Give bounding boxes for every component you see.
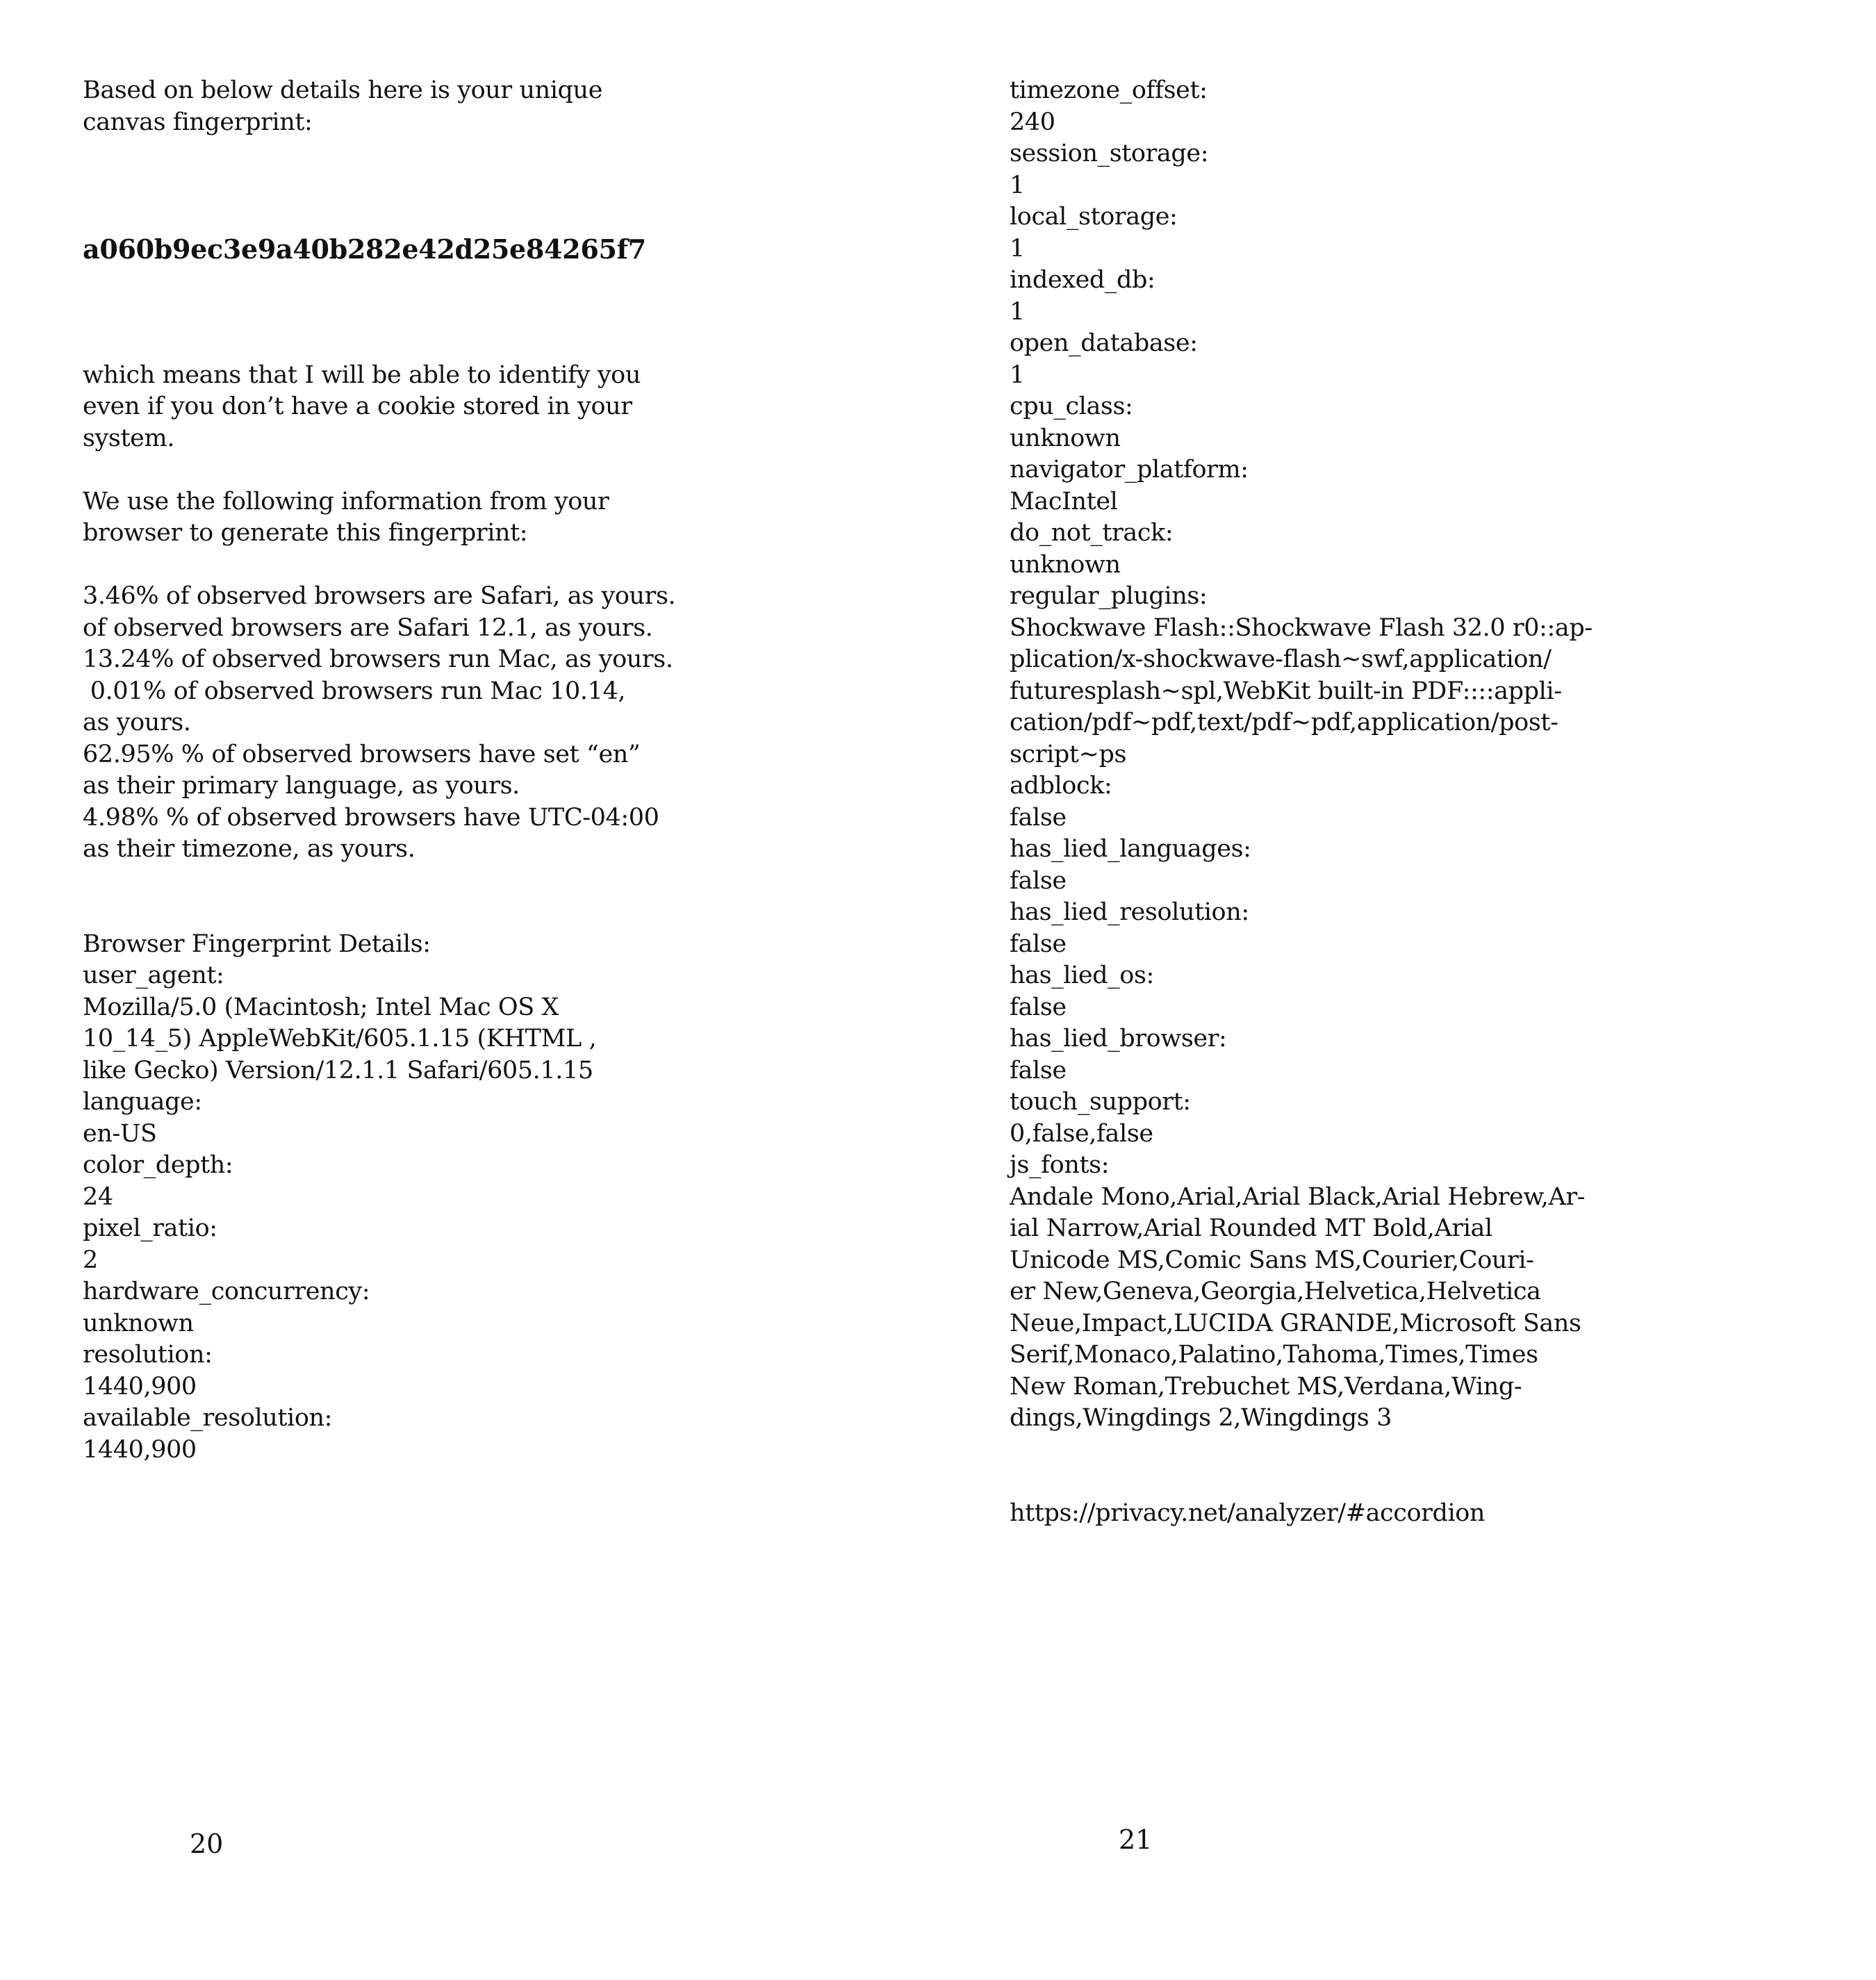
detail-line: false: [1010, 930, 1067, 958]
detail-line: 1: [1010, 234, 1025, 263]
detail-line: Unicode MS,Comic Sans MS,Courier,Couri-: [1010, 1246, 1534, 1274]
detail-line: false: [1010, 803, 1067, 832]
fingerprint-hash: a060b9ec3e9a40b282e42d25e84265f7: [83, 233, 646, 265]
intro-line: canvas fingerprint:: [83, 108, 313, 136]
detail-line: dings,Wingdings 2,Wingdings 3: [1010, 1404, 1392, 1432]
detail-line: New Roman,Trebuchet MS,Verdana,Wing-: [1010, 1372, 1522, 1401]
detail-line: Neue,Impact,LUCIDA GRANDE,Microsoft Sans: [1010, 1309, 1581, 1337]
detail-line: timezone_offset:: [1010, 76, 1208, 104]
detail-line: language:: [83, 1088, 202, 1116]
detail-line: 1440,900: [83, 1372, 197, 1401]
detail-line: cation/pdf~pdf,text/pdf~pdf,application/post-: [1010, 709, 1558, 736]
detail-line: has_lied_browser:: [1010, 1025, 1227, 1053]
detail-line: 10_14_5) AppleWebKit/605.1.15 (KHTML ,: [83, 1025, 597, 1053]
stat-line: 13.24% of observed browsers run Mac, as yours.: [83, 645, 673, 673]
detail-line: Andale Mono,Arial,Arial Black,Arial Hebrew,Ar-: [1010, 1182, 1586, 1211]
detail-line: adblock:: [1010, 772, 1112, 800]
detail-line: 240: [1010, 108, 1055, 136]
detail-line: plication/x-shockwave-flash~swf,application/: [1010, 645, 1552, 673]
explanation-line: even if you don’t have a cookie stored in your: [83, 393, 632, 420]
detail-line: like Gecko) Version/12.1.1 Safari/605.1.15: [83, 1056, 593, 1084]
detail-line: 0,false,false: [1010, 1119, 1153, 1148]
stat-line: as their primary language, as yours.: [83, 772, 520, 800]
detail-line: color_depth:: [83, 1151, 233, 1179]
detail-line: hardware_concurrency:: [83, 1278, 370, 1305]
detail-line: 1: [1010, 361, 1025, 389]
detail-line: futuresplash~spl,WebKit built-in PDF::::appli-: [1010, 677, 1562, 705]
detail-line: unknown: [1010, 424, 1121, 452]
detail-line: er New,Geneva,Georgia,Helvetica,Helvetica: [1010, 1278, 1541, 1305]
detail-line: has_lied_resolution:: [1010, 898, 1249, 926]
detail-line: pixel_ratio:: [83, 1214, 217, 1242]
detail-line: 1: [1010, 171, 1025, 199]
detail-line: user_agent:: [83, 962, 224, 989]
detail-line: open_database:: [1010, 329, 1198, 357]
detail-line: MacIntel: [1010, 487, 1118, 515]
detail-line: do_not_track:: [1010, 519, 1174, 547]
detail-line: 1440,900: [83, 1435, 197, 1464]
detail-line: false: [1010, 866, 1067, 895]
detail-line: local_storage:: [1010, 203, 1178, 231]
detail-line: has_lied_os:: [1010, 962, 1154, 989]
detail-line: Serif,Monaco,Palatino,Tahoma,Times,Times: [1010, 1341, 1538, 1369]
stat-line: 4.98% % of observed browsers have UTC-04:00: [83, 803, 659, 832]
details-heading: Browser Fingerprint Details:: [83, 930, 431, 958]
detail-line: false: [1010, 1056, 1067, 1084]
detail-line: session_storage:: [1010, 140, 1209, 167]
detail-line: resolution:: [83, 1341, 213, 1369]
stat-line: as yours.: [83, 709, 191, 736]
detail-line: regular_plugins:: [1010, 582, 1208, 610]
detail-line: indexed_db:: [1010, 266, 1155, 294]
right-page: [938, 0, 1876, 1980]
detail-line: script~ps: [1010, 740, 1127, 768]
stat-line: 0.01% of observed browsers run Mac 10.14,: [83, 677, 626, 705]
left-column: [83, 75, 675, 1466]
stat-line: 3.46% of observed browsers are Safari, as yours.: [83, 582, 676, 610]
detail-line: Shockwave Flash::Shockwave Flash 32.0 r0::ap-: [1010, 613, 1593, 642]
info-intro-line: browser to generate this fingerprint:: [83, 519, 528, 547]
detail-line: touch_support:: [1010, 1088, 1191, 1116]
page-number: 21: [1119, 1824, 1153, 1855]
detail-line: cpu_class:: [1010, 393, 1133, 420]
detail-line: navigator_platform:: [1010, 456, 1249, 484]
page-number: 20: [190, 1829, 224, 1859]
intro-line: Based on below details here is your unique: [83, 76, 603, 104]
explanation-line: system.: [83, 424, 174, 452]
detail-line: ial Narrow,Arial Rounded MT Bold,Arial: [1010, 1214, 1492, 1242]
stat-line: as their timezone, as yours.: [83, 835, 415, 863]
detail-line: unknown: [83, 1309, 194, 1337]
detail-line: en-US: [83, 1119, 157, 1148]
detail-line: false: [1010, 993, 1067, 1021]
explanation-line: which means that I will be able to identify you: [83, 361, 641, 389]
stat-line: of observed browsers are Safari 12.1, as yours.: [83, 613, 653, 642]
right-column: [1010, 75, 1593, 1529]
detail-line: Mozilla/5.0 (Macintosh; Intel Mac OS X: [83, 993, 559, 1021]
detail-line: 2: [83, 1246, 98, 1274]
stat-line: 62.95% % of observed browsers have set “en”: [83, 740, 641, 768]
detail-line: 1: [1010, 297, 1025, 326]
detail-line: 24: [83, 1182, 113, 1211]
detail-line: unknown: [1010, 550, 1121, 579]
source-url: https://privacy.net/analyzer/#accordion: [1010, 1499, 1486, 1527]
info-intro-line: We use the following information from your: [83, 487, 609, 515]
detail-line: js_fonts:: [1010, 1151, 1110, 1179]
detail-line: available_resolution:: [83, 1404, 333, 1432]
detail-line: has_lied_languages:: [1010, 835, 1251, 863]
